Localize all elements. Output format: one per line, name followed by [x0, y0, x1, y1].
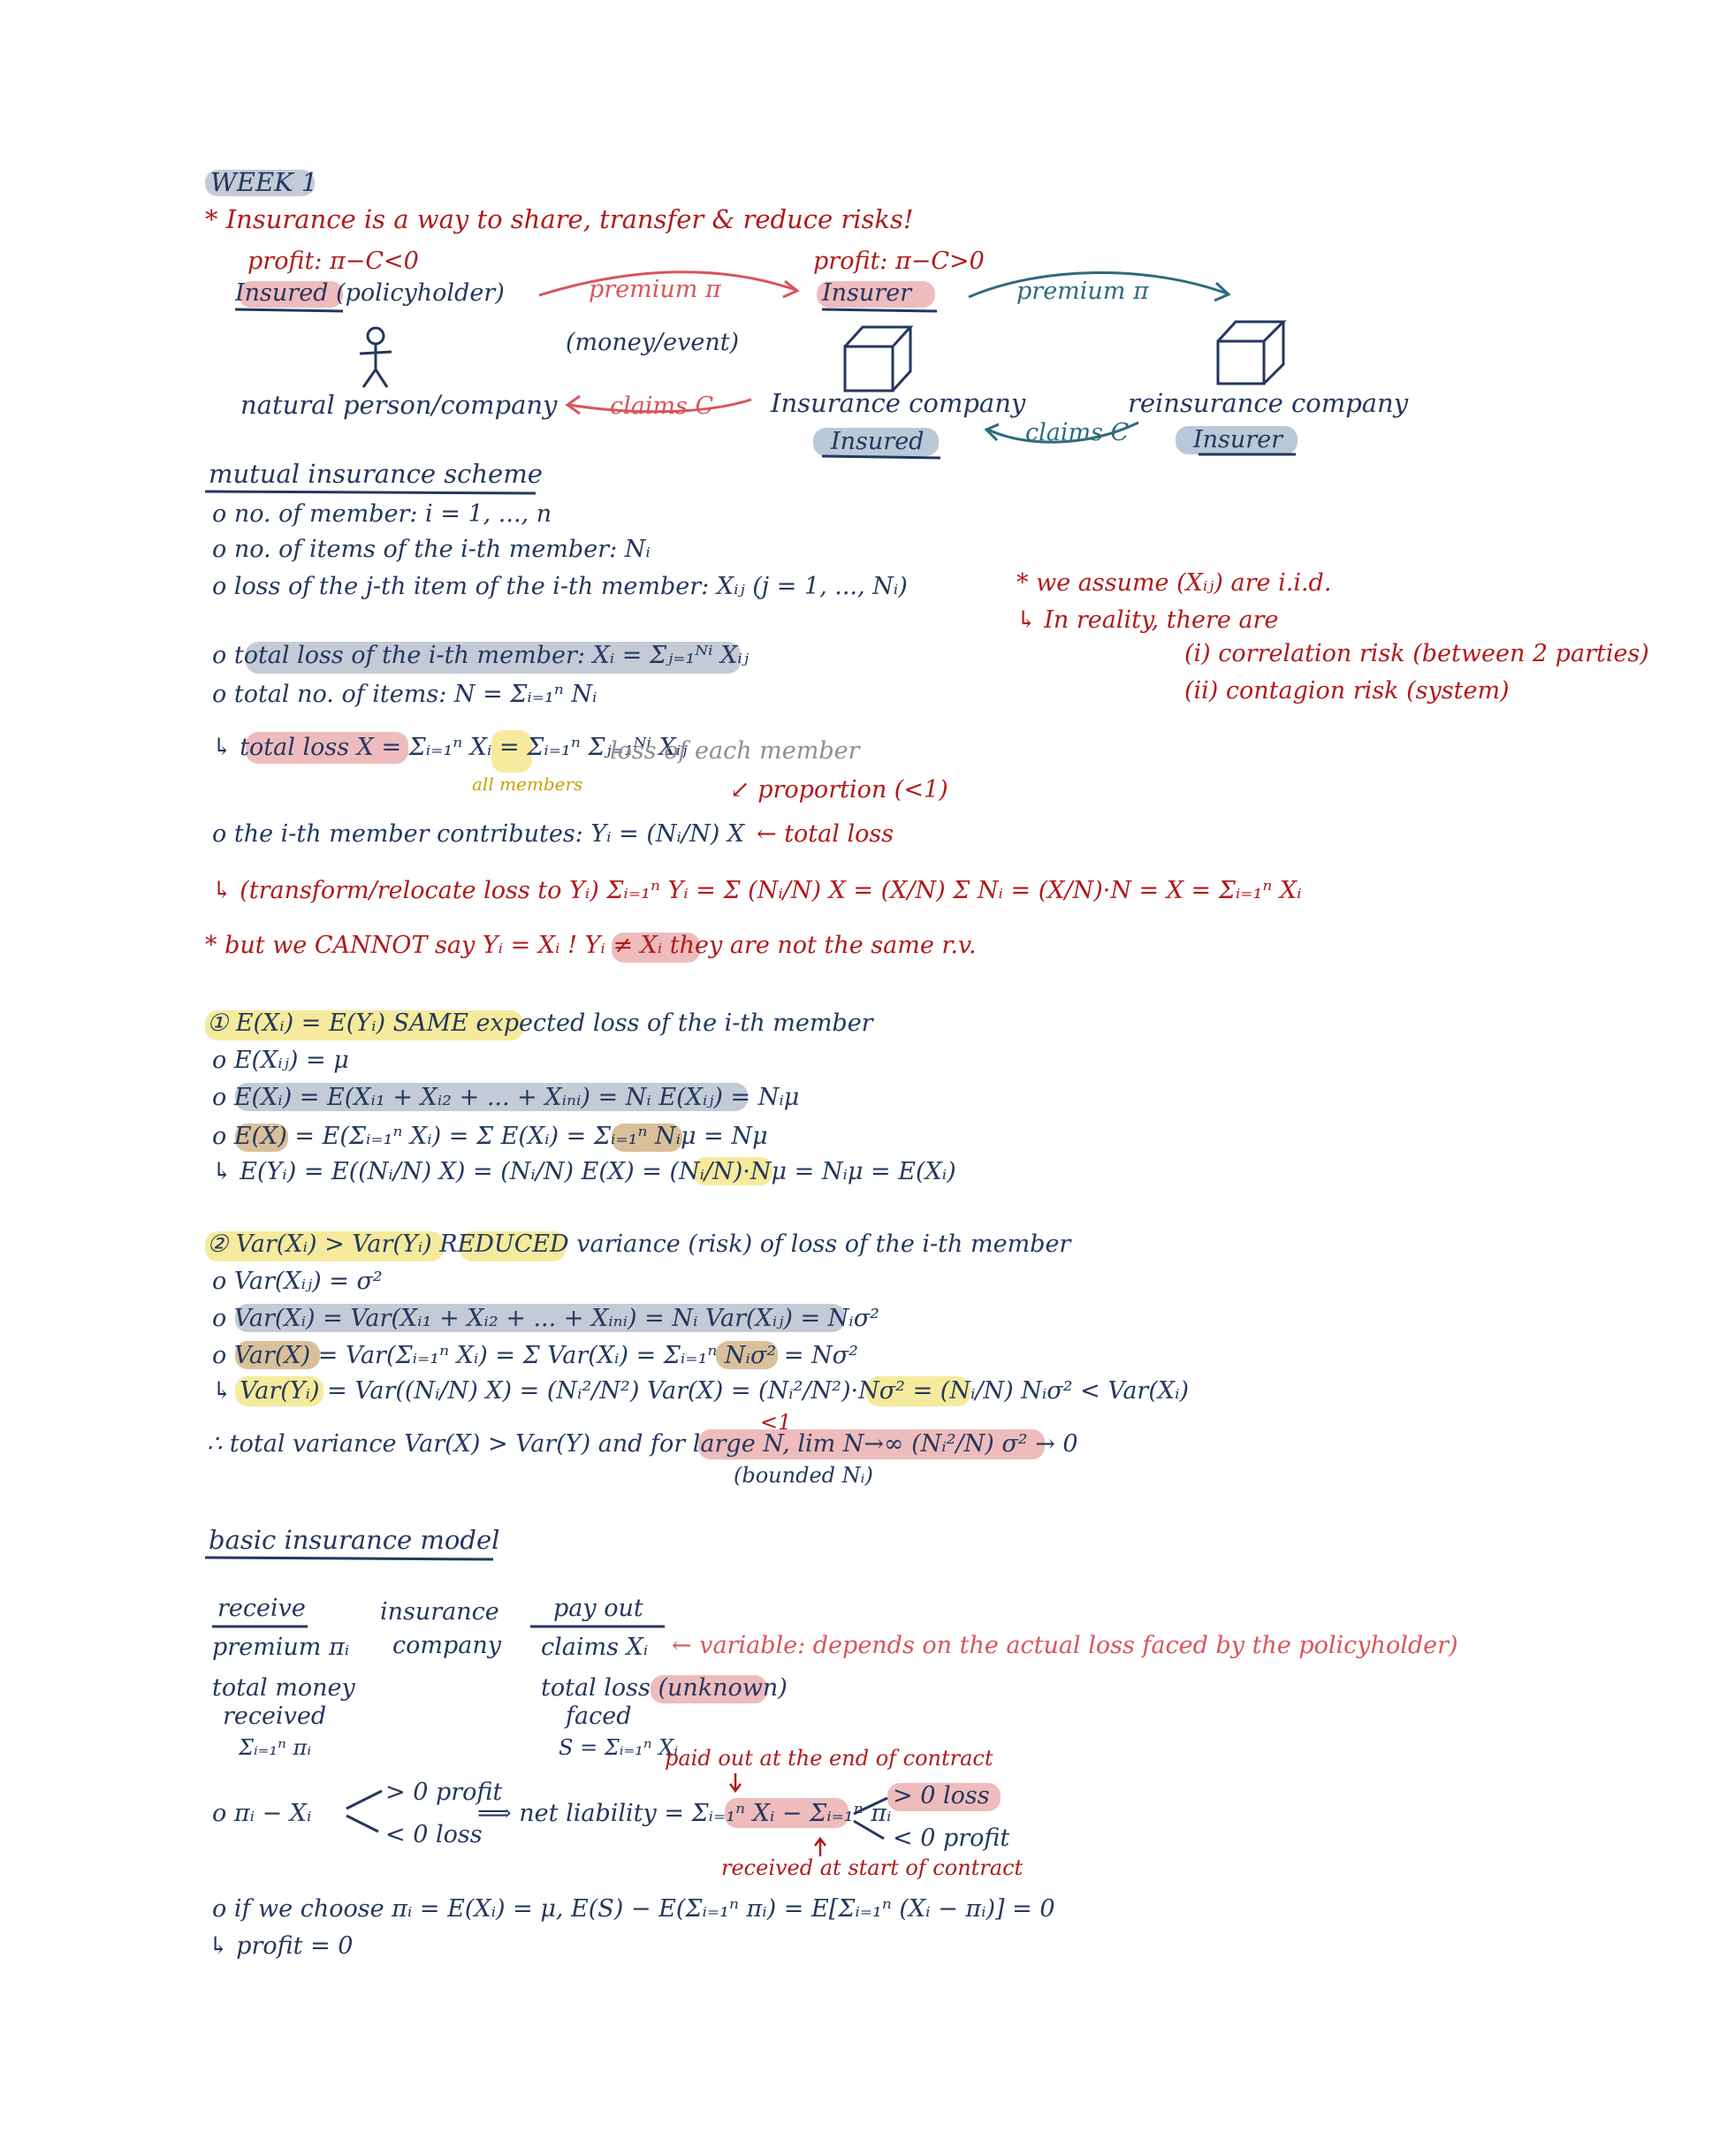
- faced-label: faced: [566, 1703, 632, 1730]
- proportion-note: ↙ proportion (<1): [730, 776, 948, 804]
- choose-line: o if we choose πᵢ = E(Xᵢ) = μ, E(S) − E(Σᵢ₌₁ⁿ πᵢ) = E[Σᵢ₌₁ⁿ (Xᵢ − πᵢ)] = 0: [212, 1895, 1055, 1923]
- premium-label-2: premium π: [1016, 278, 1149, 305]
- variance-line-3: o Var(X) = Var(Σᵢ₌₁ⁿ Xᵢ) = Σ Var(Xᵢ) = Σᵢ₌₁ⁿ Nᵢσ² = Nσ²: [212, 1342, 858, 1369]
- insurance-company: Insurance company: [771, 388, 1026, 418]
- mutual-heading: mutual insurance scheme: [209, 459, 543, 489]
- paid-out-note: paid out at the end of contract: [665, 1746, 993, 1771]
- bounded-note: (bounded Nᵢ): [734, 1463, 873, 1488]
- variable-note: ← variable: depends on the actual loss faced by the policyholder): [672, 1632, 1458, 1659]
- net-liability: ⟹ net liability = Σᵢ₌₁ⁿ Xᵢ − Σᵢ₌₁ⁿ πᵢ: [477, 1800, 892, 1827]
- receive-label: receive: [217, 1595, 306, 1622]
- mutual-line-2: o no. of items of the i-th member: Nᵢ: [212, 536, 651, 563]
- claims-xi-label: claims Xᵢ: [541, 1634, 649, 1661]
- payout-label: pay out: [553, 1595, 643, 1622]
- gt-zero-loss: > 0 loss: [893, 1782, 990, 1809]
- variance-line-1: o Var(Xᵢⱼ) = σ²: [212, 1268, 383, 1295]
- basic-heading: basic insurance model: [209, 1525, 500, 1555]
- expect-line-2: o E(Xᵢ) = E(Xᵢ₁ + Xᵢ₂ + ... + Xᵢₙᵢ) = Nᵢ E(Xᵢⱼ) = Nᵢμ: [212, 1084, 800, 1111]
- money-event: (money/event): [566, 329, 740, 356]
- reinsurance-company: reinsurance company: [1128, 388, 1409, 418]
- insured-policyholder: Insured (policyholder): [235, 279, 505, 307]
- profit-mid: profit: π−C>0: [813, 248, 985, 275]
- claims-label-1: claims C: [610, 392, 714, 420]
- total-loss-unknown: total loss (unknown): [541, 1674, 788, 1702]
- mutual-line-5: o total no. of items: N = Σᵢ₌₁ⁿ Nᵢ: [212, 681, 597, 708]
- insurer-label-2: Insurer: [1193, 426, 1283, 453]
- mutual-line-8: ↳ (transform/relocate loss to Yᵢ) Σᵢ₌₁ⁿ Yᵢ = Σ (Nᵢ/N) X = (X/N) Σ Nᵢ = (X/N)·N = X = Σᵢ₌₁ⁿ Xᵢ: [212, 877, 1302, 904]
- expect-line-3: o E(X) = E(Σᵢ₌₁ⁿ Xᵢ) = Σ E(Xᵢ) = Σᵢ₌₁ⁿ Nᵢμ = Nμ: [212, 1123, 768, 1150]
- received-start-note: received at start of contract: [721, 1855, 1024, 1880]
- mutual-line-7: o the i-th member contributes: Yᵢ = (Nᵢ/N) X: [212, 820, 745, 848]
- insurer-label-1: Insurer: [822, 279, 912, 307]
- pi-minus-xi: o πᵢ − Xᵢ: [212, 1800, 312, 1827]
- profit-left: profit: π−C<0: [247, 248, 419, 275]
- expect-line-4: ↳ E(Yᵢ) = E((Nᵢ/N) X) = (Nᵢ/N) E(X) = (Nᵢ/N)·Nμ = Nᵢμ = E(Xᵢ): [212, 1158, 956, 1185]
- risk-1: (i) correlation risk (between 2 parties): [1184, 640, 1649, 667]
- variance-line-4: ↳ Var(Yᵢ) = Var((Nᵢ/N) X) = (Nᵢ²/N²) Var(X) = (Nᵢ²/N²)·Nσ² = (Nᵢ/N) Nᵢσ² < Var(Xᵢ): [212, 1377, 1190, 1405]
- mutual-line-1: o no. of member: i = 1, ..., n: [212, 500, 552, 528]
- intro-statement: * Insurance is a way to share, transfer & reduce risks!: [205, 204, 914, 234]
- gt-zero-profit: > 0 profit: [385, 1779, 503, 1806]
- sum-pi-label: Σᵢ₌₁ⁿ πᵢ: [239, 1735, 312, 1760]
- all-members-note: all members: [472, 773, 583, 795]
- company-label: company: [392, 1632, 502, 1659]
- loss-each-member-note: loss of each member: [610, 737, 860, 765]
- variance-heading: ② Var(Xᵢ) > Var(Yᵢ) REDUCED variance (risk) of loss of the i-th member: [207, 1230, 1071, 1258]
- assume-note: * we assume (Xᵢⱼ) are i.i.d.: [1016, 569, 1332, 597]
- variance-line-2: o Var(Xᵢ) = Var(Xᵢ₁ + Xᵢ₂ + ... + Xᵢₙᵢ) = Nᵢ Var(Xᵢⱼ) = Nᵢσ²: [212, 1305, 879, 1332]
- mutual-line-3: o loss of the j-th item of the i-th member: Xᵢⱼ (j = 1, ..., Nᵢ): [212, 573, 908, 600]
- received-label: received: [223, 1703, 327, 1730]
- lt-zero-profit: < 0 profit: [893, 1825, 1010, 1852]
- claims-label-2: claims C: [1025, 419, 1130, 446]
- reality-note: ↳ In reality, there are: [1016, 606, 1279, 634]
- natural-person: natural person/company: [240, 390, 558, 420]
- mutual-line-6: ↳ total loss X = Σᵢ₌₁ⁿ Xᵢ = Σᵢ₌₁ⁿ Σⱼ₌₁ᴺⁱ Xᵢⱼ: [212, 734, 688, 761]
- expect-heading: ① E(Xᵢ) = E(Yᵢ) SAME expected loss of the i-th member: [207, 1009, 873, 1037]
- total-loss-arrow-note: ← total loss: [757, 820, 894, 848]
- s-sum-label: S = Σᵢ₌₁ⁿ Xᵢ: [559, 1735, 679, 1760]
- premium-label-1: premium π: [589, 276, 721, 303]
- total-money-label: total money: [212, 1674, 355, 1702]
- profit-zero-line: ↳ profit = 0: [209, 1932, 354, 1960]
- premium-pi-label: premium πᵢ: [212, 1634, 350, 1661]
- variance-line-5: ∴ total variance Var(X) > Var(Y) and for large N, lim N→∞ (Nᵢ²/N) σ² → 0: [207, 1430, 1078, 1458]
- less-than-one-note: <1: [760, 1410, 792, 1435]
- mutual-line-9: * but we CANNOT say Yᵢ = Xᵢ ! Yᵢ ≠ Xᵢ they are not the same r.v.: [205, 932, 977, 959]
- risk-2: (ii) contagion risk (system): [1184, 677, 1510, 705]
- week-label: WEEK 1: [210, 167, 318, 197]
- expect-line-1: o E(Xᵢⱼ) = μ: [212, 1047, 349, 1074]
- insurance-label: insurance: [380, 1598, 499, 1626]
- mutual-line-4: o total loss of the i-th member: Xᵢ = Σⱼ₌₁ᴺⁱ Xᵢⱼ: [212, 642, 749, 669]
- insured-label-2: Insured: [831, 428, 925, 455]
- lt-zero-loss: < 0 loss: [385, 1821, 483, 1848]
